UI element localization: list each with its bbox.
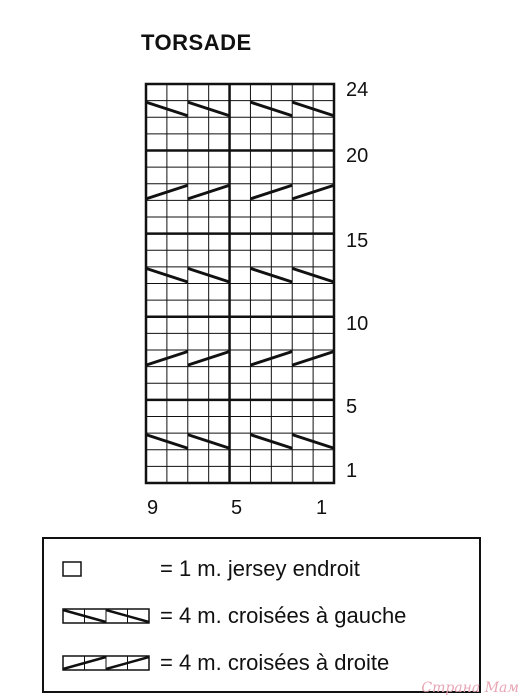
row-label-24: 24	[346, 79, 369, 101]
row-label-20: 20	[346, 145, 369, 167]
col-label-5: 5	[231, 497, 243, 519]
legend-text-cable-right: = 4 m. croisées à droite	[160, 650, 390, 675]
legend-text-cable-left: = 4 m. croisées à gauche	[160, 603, 407, 628]
row-label-15: 15	[346, 230, 369, 252]
row-label-1: 1	[346, 460, 358, 482]
cable-left-icon	[62, 605, 150, 627]
legend-item-cable-right	[62, 648, 389, 678]
chart-title: TORSADE	[141, 30, 252, 55]
watermark: Страна Мам	[421, 680, 519, 696]
cable-right-icon	[62, 652, 150, 674]
legend-text-jersey: = 1 m. jersey endroit	[160, 556, 360, 581]
row-label-10: 10	[346, 313, 369, 335]
empty-square-icon	[62, 558, 150, 580]
row-label-5: 5	[346, 396, 358, 418]
legend-box	[42, 537, 481, 693]
legend-item-cable-left	[62, 601, 406, 631]
legend-item-jersey	[62, 554, 360, 584]
col-label-9: 9	[147, 497, 159, 519]
col-label-1: 1	[316, 497, 328, 519]
